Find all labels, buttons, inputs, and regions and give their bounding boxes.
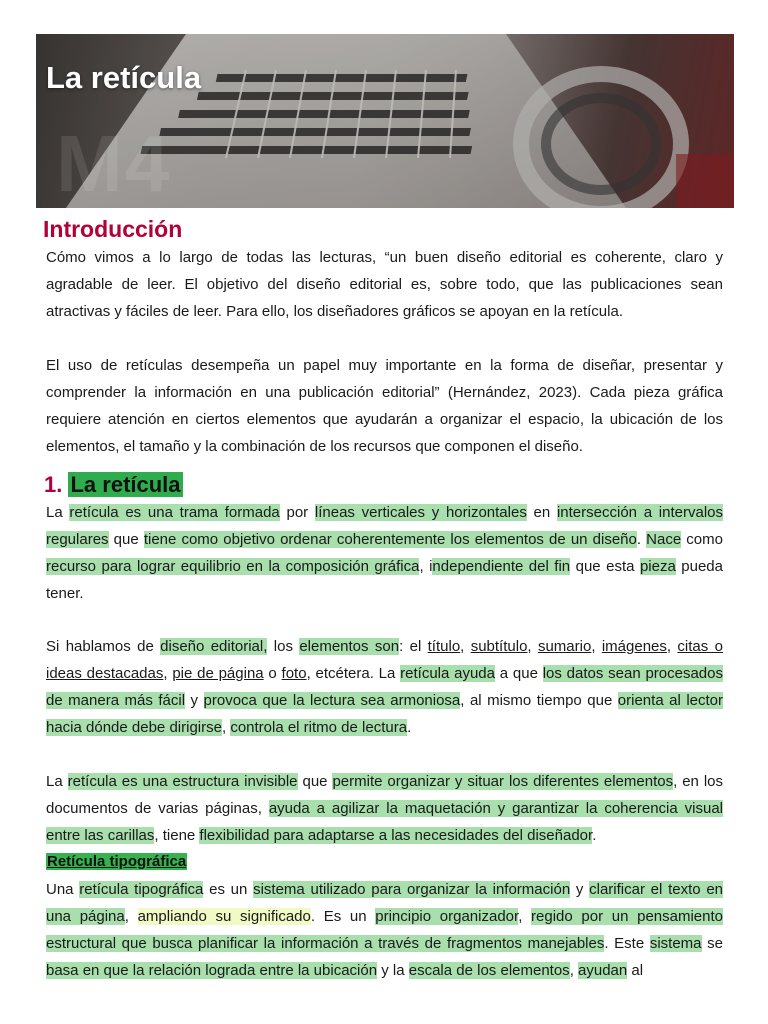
highlight-soft: ampliando su significado — [137, 908, 311, 925]
highlight: permite organizar y situar los diferentes elementos — [332, 773, 674, 790]
highlight: basa en que la relación lograda entre la ubicación — [46, 962, 378, 979]
highlight: diseño editorial, — [160, 638, 268, 655]
section-paragraph-4: Una retícula tipográfica es un sistema utilizado para organizar la información y clarificar el texto en una página, ampliando su significado. Es un principio organizador, regido por un pensamiento estructural que busca planificar la información a través de fragmentos manejables. Este sistema se basa en que la relación lograda entre la ubicación y la escala de los elementos, ayudan al — [46, 881, 724, 979]
highlight: ndependiente del fin — [432, 558, 571, 575]
section-paragraph-2: Si hablamos de diseño editorial, los elementos son: el título, subtítulo, sumario, imágenes, citas o ideas destacadas, pie de página o foto, etcétera. La retícula ayuda a que los datos sean procesados de manera más fácil y provoca que la lectura sea armoniosa, al mismo tiempo que orienta al lector hacia dónde debe dirigirse, controla el ritmo de lectura. — [46, 638, 723, 736]
underlined-term: pie de página — [172, 665, 264, 682]
page-title: La retícula — [46, 60, 202, 95]
highlight: líneas verticales y horizontales — [314, 504, 527, 521]
highlight: flexibilidad para adaptarse a las necesidades del diseñador — [199, 827, 593, 844]
intro-paragraph-2: El uso de retículas desempeña un papel muy importante en la forma de diseñar, presentar y comprender la información en una publicación editorial” (Hernández, 2023). Cada pieza gráfica requiere atención en ciertos elementos que ayudarán a organizar el espacio, la ubicación de los elementos, el tamaño y la combinación de los recursos que componen el diseño. — [46, 357, 723, 455]
highlight: sistema — [649, 935, 702, 952]
highlight: pieza — [639, 558, 676, 575]
underlined-term: título — [427, 638, 461, 655]
underlined-term: sumario — [537, 638, 592, 655]
highlight: intersección a intervalos regulares — [46, 504, 723, 548]
header-banner — [36, 34, 734, 208]
highlight: retícula es una estructura invisible — [67, 773, 298, 790]
section-heading — [44, 470, 183, 500]
highlight: principio organizador — [375, 908, 519, 925]
highlight: retícula ayuda — [400, 665, 495, 682]
intro-paragraph-1: Cómo vimos a lo largo de todas las lecturas, “un buen diseño editorial es coherente, claro y agradable de leer. El objetivo del diseño editorial es, sobre todo, que las publicaciones sean atractivas y fáciles de leer. Para ello, los diseñadores gráficos se apoyan en la retícula. — [46, 249, 723, 320]
module-watermark: M4 — [56, 119, 172, 208]
underlined-term: citas o ideas destacadas — [46, 638, 723, 682]
highlight: clarificar el texto en una página — [46, 881, 724, 925]
highlight: recurso para lograr equilibrio en la composición gráfica — [46, 558, 420, 575]
subsection-heading: Retícula tipográfica — [47, 853, 187, 870]
highlight: controla el ritmo de lectura — [230, 719, 408, 736]
highlight: ayuda a agilizar la maquetación y garantizar la coherencia visual entre las carillas — [46, 800, 723, 844]
highlight: los datos sean procesados de manera más fácil — [46, 665, 723, 709]
intro-heading: Introducción — [43, 216, 183, 242]
highlight: Nace — [646, 531, 682, 548]
underlined-term: foto — [281, 665, 307, 682]
highlight: escala de los elementos — [408, 962, 570, 979]
underlined-term: subtítulo — [470, 638, 528, 655]
highlight: elementos son — [299, 638, 400, 655]
highlight: retícula es una trama formada — [69, 504, 280, 521]
highlight: provoca que la lectura sea armoniosa — [203, 692, 461, 709]
highlight: regido por un pensamiento estructural que busca planificar la información a través de fragmentos manejables — [46, 908, 723, 952]
highlight: orienta al lector hacia dónde debe dirigirse — [46, 692, 723, 736]
highlight: sistema utilizado para organizar la información — [253, 881, 571, 898]
underlined-term: imágenes — [601, 638, 667, 655]
section-title: La retícula — [70, 472, 181, 497]
section-paragraph-3: La retícula es una estructura invisible que permite organizar y situar los diferentes elementos, en los documentos de varias páginas, ayuda a agilizar la maquetación y garantizar la coherencia visual entre las carillas, tiene flexibilidad para adaptarse a las necesidades del diseñador. — [46, 773, 724, 844]
highlight: retícula tipográfica — [79, 881, 204, 898]
highlight: ayudan — [578, 962, 628, 979]
section-number: 1. — [44, 472, 63, 497]
highlight: tiene como objetivo ordenar coherentemente los elementos de un diseño — [143, 531, 637, 548]
section-paragraph-1: La retícula es una trama formada por líneas verticales y horizontales en intersección a intervalos regulares que tiene como objetivo ordenar coherentemente los elementos de un diseño. Nace como recurso para lograr equilibrio en la composición gráfica, independiente del fin que esta pieza pueda tener. — [46, 504, 723, 602]
